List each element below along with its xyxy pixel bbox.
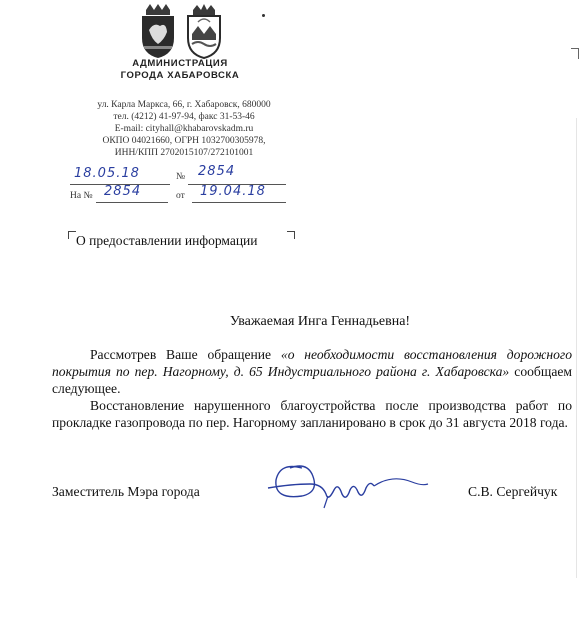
handwritten-signature (262, 444, 432, 516)
city-coat-of-arms-icon (142, 4, 174, 58)
address-line: ул. Карла Маркса, 66, г. Хабаровск, 680000 (97, 100, 271, 110)
p1-quote: «о необходимости восстановления дорожного покрытия по пер. Нагорному, д. 65 Индустриального района г. Хабаровска» (52, 347, 572, 379)
org-name-line2: ГОРОДА ХАБАРОВСКА (120, 70, 240, 81)
paragraph-1 (52, 346, 572, 397)
subject-line: О предоставлении информации (76, 233, 258, 248)
reference-number: 2854 (104, 184, 142, 199)
email-line: E-mail: cityhall@khabarovskadm.ru (114, 124, 254, 134)
okpo-line: ОКПО 04021660, ОГРН 1032700305978, (102, 136, 266, 146)
letter-body (52, 346, 572, 431)
signer-name: С.В. Сергейчук (468, 484, 558, 499)
inn-line: ИНН/КПП 2702015107/272101001 (114, 148, 254, 158)
outgoing-date: 18.05.18 (74, 166, 140, 181)
region-coat-of-arms-icon (188, 4, 220, 58)
coat-of-arms-emblems (136, 4, 226, 60)
outgoing-number: 2854 (198, 164, 236, 179)
signer-position: Заместитель Мэра города (52, 484, 200, 499)
from-label: от (176, 191, 185, 201)
p1-tail: сообщаем следующее. (52, 364, 572, 396)
org-name-line1: АДМИНИСТРАЦИЯ (132, 58, 228, 69)
subject-corner-left (68, 231, 76, 239)
organization-name (100, 58, 260, 82)
reference-date: 19.04.18 (200, 184, 266, 199)
scan-edge-line (576, 118, 577, 578)
salutation: Уважаемая Инга Геннадьевна! (229, 314, 411, 329)
number-label: № (176, 172, 186, 182)
paragraph-2: Восстановление нарушенного благоустройства после производства работ по прокладке газопровода по пер. Нагорному запланировано в срок до 31 августа 2018 года. (52, 398, 572, 430)
ref-date-underline (192, 202, 286, 203)
ref-number-underline (96, 202, 168, 203)
contact-block (72, 99, 296, 159)
subject-corner-right (287, 231, 295, 239)
p1-lead: Рассмотрев Ваше обращение (90, 347, 281, 362)
margin-corner-mark (571, 48, 579, 59)
reference-number-label: На № (70, 191, 93, 201)
phone-line: тел. (4212) 41-97-94, факс 31-53-46 (113, 112, 255, 122)
scan-dot (262, 14, 265, 17)
